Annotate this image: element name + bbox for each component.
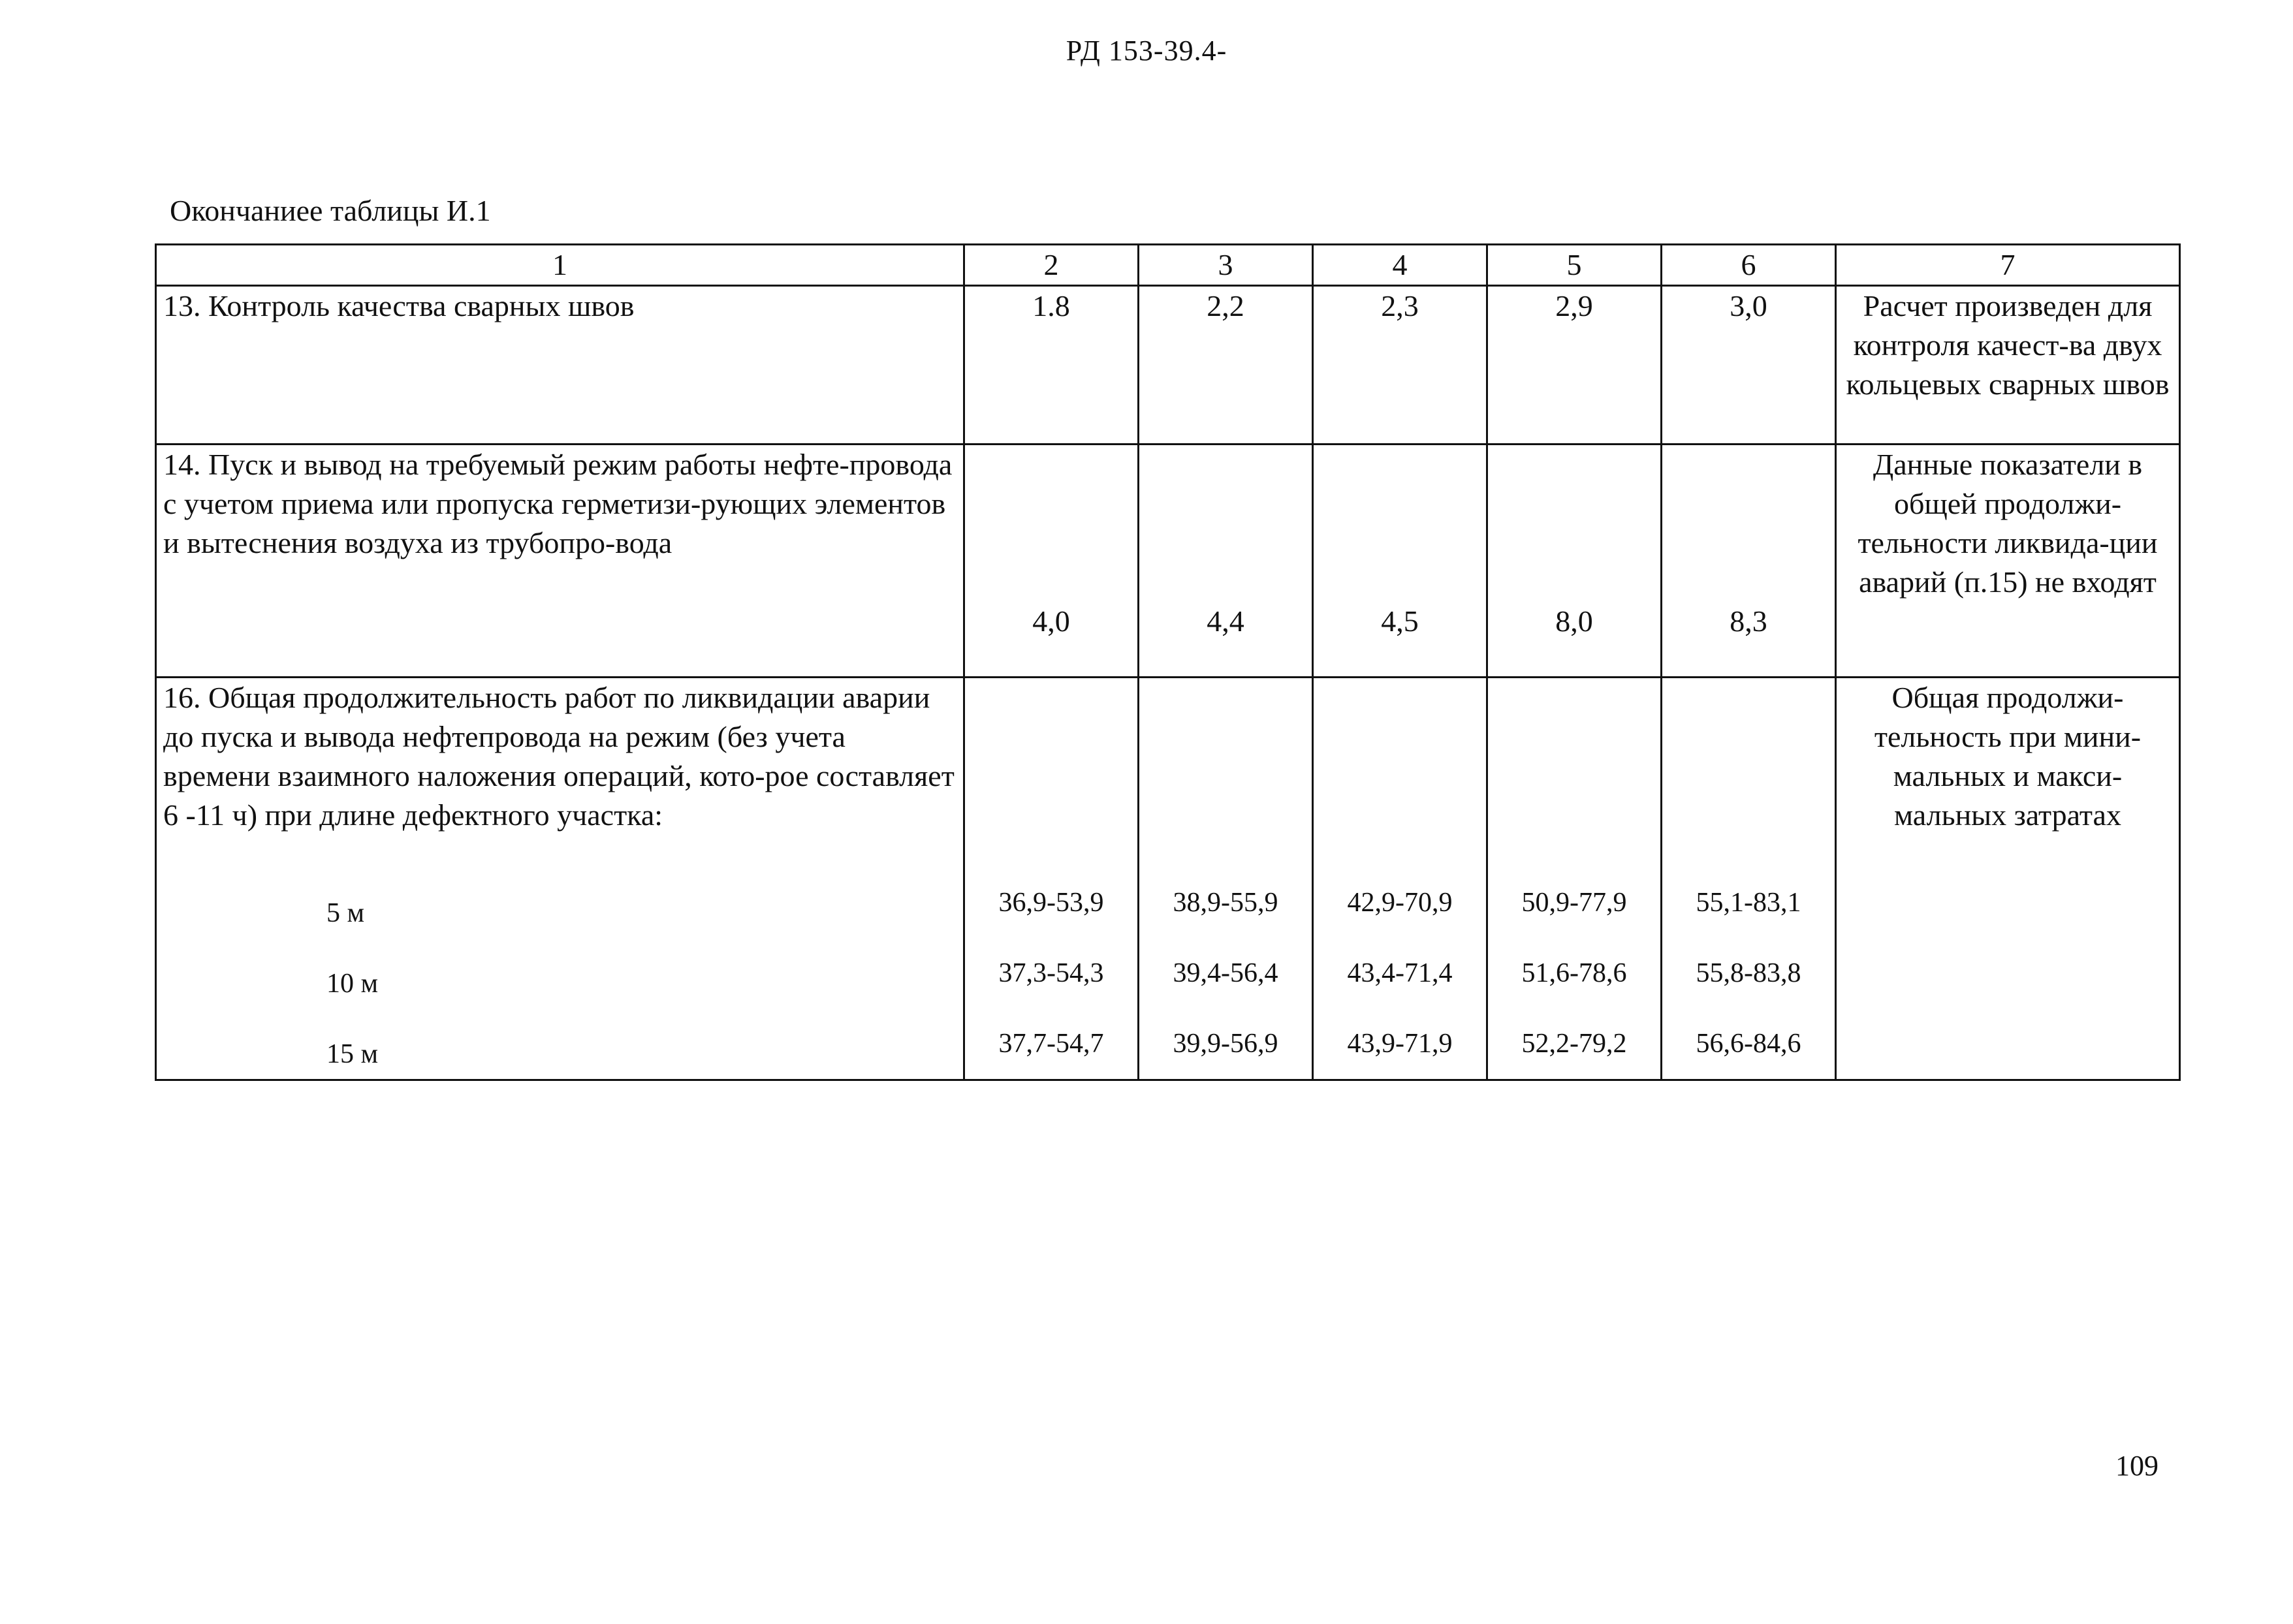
column-header: 5	[1487, 245, 1662, 286]
cell-range: 36,9-53,9	[998, 888, 1104, 918]
column-header: 6	[1662, 245, 1836, 286]
cell-value: 3,0	[1662, 286, 1836, 445]
column-header: 3	[1139, 245, 1313, 286]
cell-range: 56,6-84,6	[1696, 1029, 1801, 1059]
range-column	[1139, 678, 1313, 1080]
row-note: Расчет произведен для контроля качест-ва двух кольцевых сварных швов	[1836, 286, 2180, 445]
cell-range: 39,4-56,4	[1173, 958, 1278, 988]
range-column	[1662, 678, 1836, 1080]
cell-value: 2,9	[1487, 286, 1662, 445]
table-caption: Окончаниее таблицы И.1	[170, 194, 491, 227]
cell-range: 55,1-83,1	[1696, 888, 1801, 918]
cell-value: 8,0	[1487, 445, 1662, 678]
cell-range: 42,9-70,9	[1347, 888, 1453, 918]
cell-value: 1.8	[964, 286, 1139, 445]
table-row	[156, 678, 2180, 1080]
column-header: 4	[1313, 245, 1487, 286]
cell-range: 50,9-77,9	[1521, 888, 1627, 918]
cell-range: 37,3-54,3	[998, 958, 1104, 988]
range-column	[964, 678, 1139, 1080]
cell-value: 8,3	[1662, 445, 1836, 678]
range-column	[1487, 678, 1662, 1080]
row-description: 13. Контроль качества сварных швов	[156, 286, 964, 445]
table-header-row	[156, 245, 2180, 286]
table-row	[156, 286, 2180, 445]
cell-value: 4,5	[1313, 445, 1487, 678]
column-header: 1	[156, 245, 964, 286]
cell-range: 43,4-71,4	[1347, 958, 1453, 988]
data-table	[155, 243, 2181, 1081]
row-description-text: 16. Общая продолжительность работ по ликвидации аварии до пуска и вывода нефтепровода на режим (без учета времени взаимного наложения операций, кото-рое составляет 6 -11 ч) при длине дефектного участка:	[163, 681, 955, 832]
cell-value: 4,0	[964, 445, 1139, 678]
range-column	[1313, 678, 1487, 1080]
column-header: 2	[964, 245, 1139, 286]
table-row	[156, 445, 2180, 678]
cell-value: 2,3	[1313, 286, 1487, 445]
cell-range: 39,9-56,9	[1173, 1029, 1278, 1059]
cell-range: 38,9-55,9	[1173, 888, 1278, 918]
row-note: Общая продолжи-тельность при мини-мальных и макси-мальных затратах	[1836, 678, 2180, 1080]
page-number: 109	[2115, 1450, 2159, 1482]
row-description: 14. Пуск и вывод на требуемый режим работы нефте-провода с учетом приема или пропуска герметизи-рующих элементов и вытеснения воздуха из трубопро-вода	[156, 445, 964, 678]
cell-range: 43,9-71,9	[1347, 1029, 1453, 1059]
cell-range: 37,7-54,7	[998, 1029, 1104, 1059]
row-note: Данные показатели в общей продолжи-тельности ликвида-ции аварий (п.15) не входят	[1836, 445, 2180, 678]
row-description	[156, 678, 964, 1080]
cell-value: 2,2	[1139, 286, 1313, 445]
segment-length-label: 5 м	[326, 898, 365, 928]
cell-range: 51,6-78,6	[1521, 958, 1627, 988]
column-header: 7	[1836, 245, 2180, 286]
cell-range: 52,2-79,2	[1521, 1029, 1627, 1059]
segment-length-label: 15 м	[326, 1039, 379, 1069]
cell-range: 55,8-83,8	[1696, 958, 1801, 988]
document-code: РД 153-39.4-	[1066, 35, 1227, 67]
cell-value: 4,4	[1139, 445, 1313, 678]
segment-length-label: 10 м	[326, 969, 379, 999]
